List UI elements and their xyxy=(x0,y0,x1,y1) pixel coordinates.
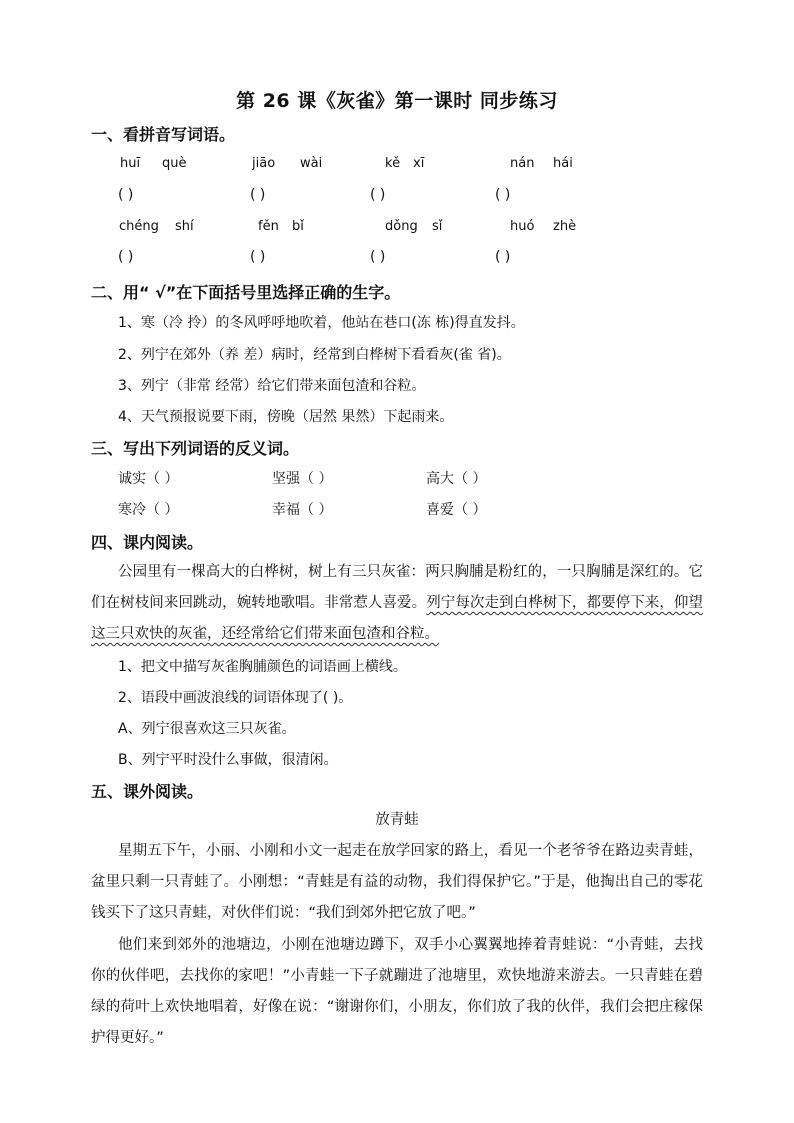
answer-blank[interactable]: ( ) xyxy=(495,187,511,203)
antonym-item[interactable]: 喜爱（ ） xyxy=(426,502,487,518)
section-2-heading: 二、用“ √”在下面括号里选择正确的生字。 xyxy=(91,283,401,302)
reading-passage xyxy=(91,557,703,650)
story-title: 放青蛙 xyxy=(375,812,419,828)
antonym-item[interactable]: 诚实（ ） xyxy=(118,471,179,487)
pinyin: fěn xyxy=(258,219,279,234)
answer-blank[interactable]: ( ) xyxy=(250,187,266,203)
pinyin: dǒng xyxy=(385,219,418,234)
answer-blank[interactable]: ( ) xyxy=(250,249,266,265)
pinyin: chéng xyxy=(119,219,159,234)
page-title: 第 26 课《灰雀》第一课时 同步练习 xyxy=(236,90,558,112)
choice-item-4: 4、天气预报说要下雨，傍晚（居然 果然）下起雨来。 xyxy=(118,409,454,425)
pinyin: wài xyxy=(300,156,323,171)
section-5-heading: 五、课外阅读。 xyxy=(91,782,204,801)
pinyin: sǐ xyxy=(432,219,443,234)
question-1: 1、把文中描写灰雀胸脯颜色的词语画上横线。 xyxy=(118,659,407,675)
option-b[interactable]: B、列宁平时没什么事做，很清闲。 xyxy=(118,752,338,768)
choice-item-2: 2、列宁在郊外（养 差）病时，经常到白桦树下看看灰(雀 省)。 xyxy=(118,347,511,363)
pinyin: què xyxy=(162,156,187,171)
pinyin: bǐ xyxy=(292,219,304,234)
pinyin: huī xyxy=(120,156,141,171)
antonym-item[interactable]: 寒冷（ ） xyxy=(118,502,179,518)
section-3-heading: 三、写出下列词语的反义词。 xyxy=(91,439,300,458)
pinyin: zhè xyxy=(553,219,577,234)
choice-item-3: 3、列宁（非常 经常）给它们带来面包渣和谷粒。 xyxy=(118,378,426,394)
answer-blank[interactable]: ( ) xyxy=(118,249,134,265)
antonym-item[interactable]: 幸福（ ） xyxy=(272,502,333,518)
antonym-item[interactable]: 坚强（ ） xyxy=(272,471,333,487)
question-2: 2、语段中画波浪线的词语体现了( )。 xyxy=(118,690,353,706)
pinyin: nán xyxy=(510,156,535,171)
option-a[interactable]: A、列宁很喜欢这三只灰雀。 xyxy=(118,721,296,737)
pinyin: jiāo xyxy=(252,156,276,171)
answer-blank[interactable]: ( ) xyxy=(495,249,511,265)
pinyin: kě xyxy=(385,156,401,171)
wavy-underlined-text: 列宁每次走到白桦树下，都要停下来，仰望这三只欢快的灰雀，还经常给它们带来面包渣和谷粒。 xyxy=(91,595,704,642)
pinyin: shí xyxy=(175,219,194,234)
answer-blank[interactable]: ( ) xyxy=(370,249,386,265)
story-paragraph-2: 他们来到郊外的池塘边，小刚在池塘边蹲下，双手小心翼翼地捧着青蛙说：“小青蛙，去找你的伙伴吧，去找你的家吧！”小青蛙一下子就蹦进了池塘里，欢快地游来游去。一只青蛙在碧绿的荷叶上欢快地唱着，好像在说：“谢谢你们，小朋友，你们放了我的伙伴，我们会把庄稼保护得更好。” xyxy=(91,937,703,1046)
passage-text: 公园里有一棵高大的白桦树，树上有三只灰雀：两只胸脯是粉红的，一只胸脯是深红的。它们在树枝间来回跳动，婉转地歌唱。非常惹人喜爱。 xyxy=(91,564,703,611)
story-paragraph-1: 星期五下午，小丽、小刚和小文一起走在放学回家的路上，看见一个老爷爷在路边卖青蛙，盆里只剩一只青蛙了。小刚想：“青蛙是有益的动物，我们得保护它。”于是，他掏出自己的零花钱买下了这只青蛙，对伙伴们说：“我们到郊外把它放了吧。” xyxy=(91,843,703,921)
section-1-heading: 一、看拼音写词语。 xyxy=(91,125,236,144)
answer-blank[interactable]: ( ) xyxy=(370,187,386,203)
section-4-heading: 四、课内阅读。 xyxy=(91,533,204,552)
answer-blank[interactable]: ( ) xyxy=(118,187,134,203)
pinyin: hái xyxy=(553,156,573,171)
pinyin: huó xyxy=(510,219,535,234)
choice-item-1: 1、寒（冷 拎）的冬风呼呼地吹着，他站在巷口(冻 栋)得直发抖。 xyxy=(118,315,525,331)
pinyin: xī xyxy=(413,156,425,171)
antonym-item[interactable]: 高大（ ） xyxy=(426,471,487,487)
